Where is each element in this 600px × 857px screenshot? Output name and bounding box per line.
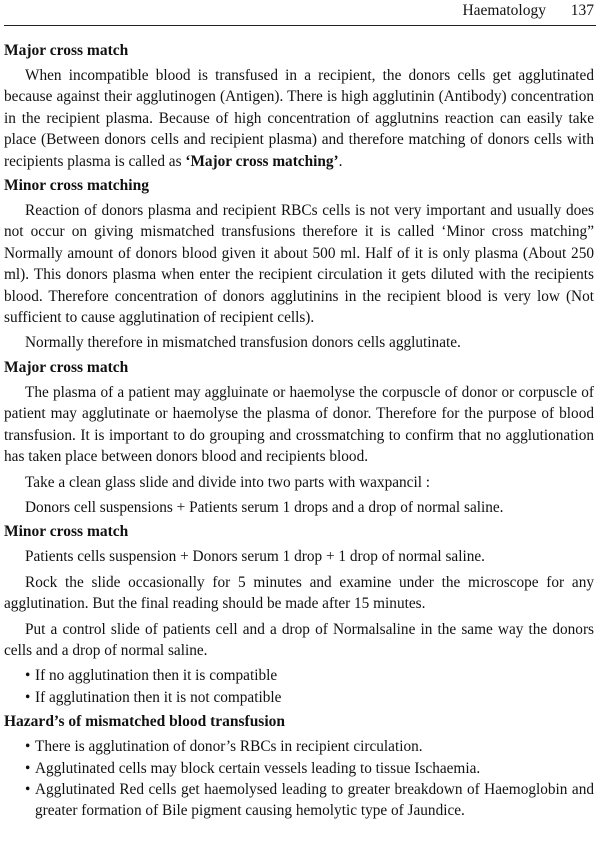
list-item [4, 758, 594, 779]
paragraph: Patients cells suspension + Donors serum 1 drop + 1 drop of normal saline. [25, 548, 485, 566]
paragraph: Rock the slide occasionally for 5 minutes and examine under the microscope for any agglutination. But the final reading should be made after 15 minutes. [4, 573, 594, 613]
compatibility-list [4, 665, 594, 708]
page-number: 137 [570, 2, 594, 19]
bullet-icon: • [25, 738, 31, 756]
paragraph: Put a control slide of patients cell and a drop of Normalsaline in the same way the donors cells and a drop of normal saline. [4, 620, 594, 659]
paragraph-text: When incompatible blood is transfused in a recipient, the donors cells get agglutinated because against their agglutinogen (Antigen). There is high agglutinin (Antibody) concentration in the recipient plasma. Because of high concentration of agglutnins reaction can easily take place (Between donors cells and recipient plasma) and therefore matching of donors cells with recipients plasma is called as [4, 67, 594, 170]
list-item [4, 736, 594, 757]
paragraph: Reaction of donors plasma and recipient RBCs cells is not very important and usually does not occur on giving mismatched transfusions therefore it is called ‘Minor cross matching” Normally amount of donors blood given it about 500 ml. Half of it is only plasma (About 250 ml). This donors plasma when enter the recipient circulation it gets diluted with the recipients blood. Therefore concentration of donors agglutinins in the recipient blood is very low (Not sufficient to cause agglutination of recipient cells). [4, 202, 594, 327]
list-item-text: Agglutinated Red cells get haemolysed leading to greater breakdown of Haemoglobin and greater formation of Bile pigment causing hemolytic type of Jaundice. [35, 780, 594, 820]
paragraph [4, 65, 594, 172]
paragraph: Normally therefore in mismatched transfusion donors cells agglutinate. [25, 334, 461, 352]
bullet-icon: • [25, 759, 31, 777]
hazards-list [4, 736, 594, 822]
running-header [0, 0, 600, 26]
list-item [4, 779, 594, 822]
chapter-title: Haematology [462, 2, 546, 19]
list-item [4, 687, 594, 708]
list-item-text: If agglutination then it is not compatible [35, 688, 282, 706]
emphasis-term: ‘Major cross matching’ [185, 152, 339, 170]
paragraph-end: . [338, 152, 343, 170]
section-heading-minor-cross-match: Minor cross match [4, 523, 129, 541]
page-body [4, 41, 594, 826]
list-item-text: There is agglutination of donor’s RBCs in recipient circulation. [35, 738, 423, 756]
list-item-text: If no agglutination then it is compatible [35, 667, 278, 685]
bullet-icon: • [25, 780, 31, 798]
paragraph: The plasma of a patient may aggluinate or haemolyse the corpuscle of donor or corpuscle of patient may agglutinate or haemolyse the plasma of donor. Therefore for the purpose of blood transfusion. It is important to do grouping and crossmatching to confirm that no agglutionation has taken place between donors blood and recipients blood. [4, 383, 594, 466]
paragraph: Take a clean glass slide and divide into two parts with waxpancil : [25, 473, 431, 491]
section-heading-hazards: Hazard’s of mismatched blood transfusion [4, 713, 286, 731]
bullet-icon: • [25, 688, 31, 706]
section-heading-major-cross-match-2: Major cross match [4, 358, 129, 376]
section-heading-minor-cross-matching: Minor cross matching [4, 177, 149, 195]
section-heading-major-cross-match: Major cross match [4, 42, 129, 59]
header-rule [4, 25, 596, 26]
bullet-icon: • [25, 667, 31, 685]
list-item-text: Agglutinated cells may block certain vessels leading to tissue Ischaemia. [35, 759, 481, 777]
paragraph: Donors cell suspensions + Patients serum 1 drops and a drop of normal saline. [25, 498, 504, 516]
list-item [4, 665, 594, 686]
